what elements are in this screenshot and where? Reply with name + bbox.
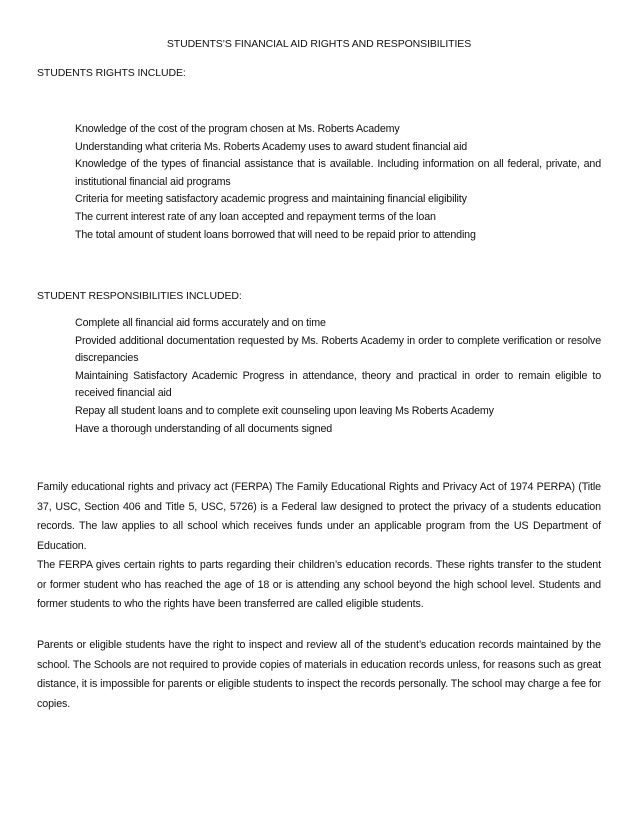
list-item: Have a thorough understanding of all documents signed xyxy=(75,422,333,435)
list-item: The total amount of student loans borrowed that will need to be repaid prior to attending xyxy=(75,228,476,241)
responsibilities-heading: STUDENT RESPONSIBILITIES INCLUDED: xyxy=(37,290,242,302)
list-item: Provided additional documentation requested by Ms. Roberts Academy in order to complete verification or resolve discrepancies xyxy=(75,334,601,365)
list-item: Knowledge of the cost of the program chosen at Ms. Roberts Academy xyxy=(75,123,400,135)
inspection-rights-paragraph: Parents or eligible students have the right to inspect and review all of the student’s education records maintained by the school. The Schools are not required to provide copies of materials in education records unless, for reasons such as great distance, it is impossible for parents or eligible students to inspect the records personally. The school may charge a fee for copies. xyxy=(37,639,601,710)
ferpa-rights-paragraph: The FERPA gives certain rights to parts regarding their children’s education records. These rights transfer to the student or former student who has reached the age of 18 or is attending any school beyond the high school level. Students and former students to who the rights have been transferred are called eligible students. xyxy=(37,559,601,611)
list-item: Knowledge of the types of financial assistance that is available. Including information on all federal, private, and institutional financial aid programs xyxy=(75,158,601,188)
page-title: STUDENTS’S FINANCIAL AID RIGHTS AND RESPONSIBILITIES xyxy=(166,38,472,50)
ferpa-paragraph: Family educational rights and privacy act (FERPA) The Family Educational Rights and Privacy Act of 1974 PERPA) (Title 37, USC, Section 406 and Title 5, USC, 5726) is a Federal law designed to protect the privacy of a students education records. The law applies to all school which receives funds under an applicable program from the US Department of Education. xyxy=(37,481,601,552)
list-item: Repay all student loans and to complete exit counseling upon leaving Ms Roberts Academy xyxy=(75,404,494,417)
list-item: Complete all financial aid forms accurately and on time xyxy=(75,317,326,329)
list-item: Understanding what criteria Ms. Roberts Academy uses to award student financial aid xyxy=(75,140,468,153)
responsibilities-list xyxy=(75,315,601,438)
list-item: The current interest rate of any loan accepted and repayment terms of the loan xyxy=(75,210,436,223)
rights-heading: STUDENTS RIGHTS INCLUDE: xyxy=(37,67,186,79)
rights-list xyxy=(75,121,601,244)
list-item: Maintaining Satisfactory Academic Progress in attendance, theory and practical in order to remain eligible to received financial aid xyxy=(75,369,601,400)
list-item: Criteria for meeting satisfactory academic progress and maintaining financial eligibility xyxy=(75,193,467,206)
